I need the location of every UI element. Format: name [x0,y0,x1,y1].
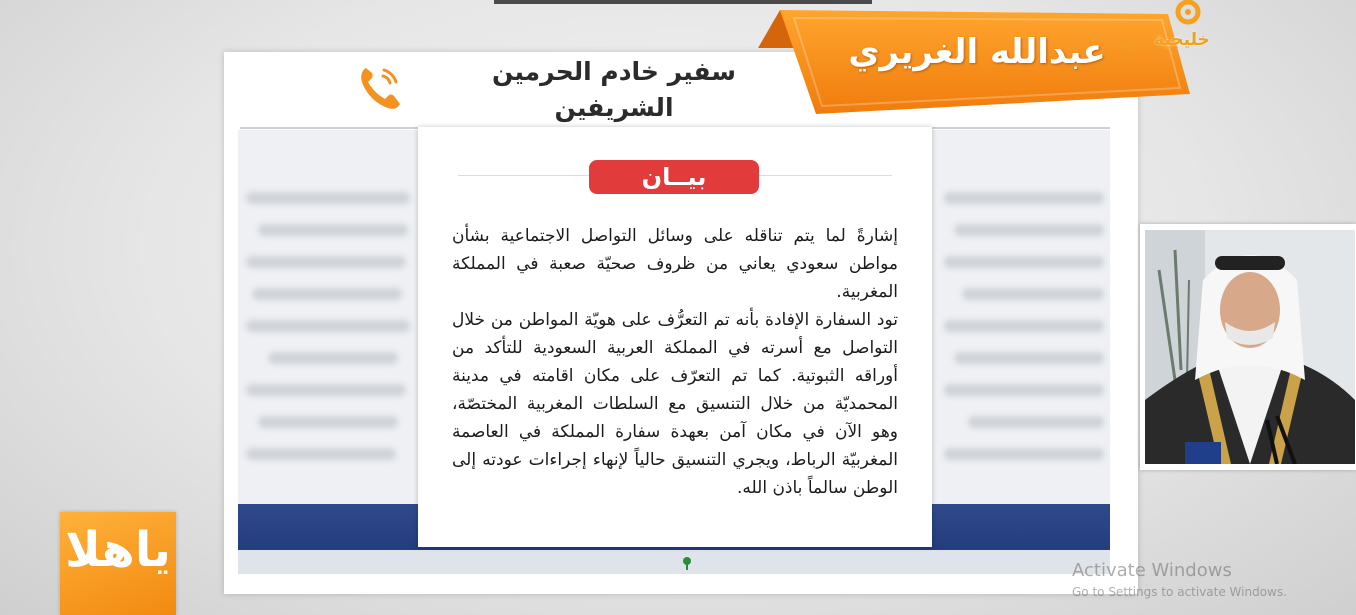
hd-label: HD [1118,40,1137,54]
channel-name: خليجية [1154,30,1210,50]
phone-icon [356,62,404,114]
blurred-footer-strip [238,550,1110,574]
activation-watermark-title: Activate Windows [1072,560,1232,581]
caller-card [224,52,1138,594]
top-bar [494,0,872,4]
statement-paragraph-2: تود السفارة الإفادة بأنه تم التعرُّف على هويّة المواطن من خلال التواصل مع أسرته في المملكة العربية السعودية للتأكد من أوراقه الثبوتية. كما تم التعرّف على مكان اقامته في مدينة المحمديّة من خلال التنسيق مع السلطات المغربية المختصّة، وهو الآن في مكان آمن بعهدة سفارة المملكة في العاصمة المغربيّة الرباط، ويجري التنسيق حالياً لإنهاء إجراءات عودته إلى الوطن سالماً باذن الله. [452,310,898,498]
program-name: ياهلا [65,522,171,578]
caller-title-line1: سفير خادم الحرمين الشريفين [491,57,736,122]
caller-portrait [1145,230,1355,464]
statement-body [452,222,898,502]
activation-watermark-subtitle: Go to Settings to activate Windows. [1072,585,1287,599]
portrait-illustration [1145,230,1355,464]
palm-emblem-icon [680,556,694,570]
statement-badge: بيــان [589,160,759,194]
caller-name: عبدالله الغريري [848,32,1106,72]
statement-paragraph-1: إشارةً لما يتم تناقله على وسائل التواصل الاجتماعية بشأن مواطن سعودي يعاني من ظروف صحيّة صعبة في المملكة المغربية. [452,226,898,302]
statement-document [418,127,932,547]
